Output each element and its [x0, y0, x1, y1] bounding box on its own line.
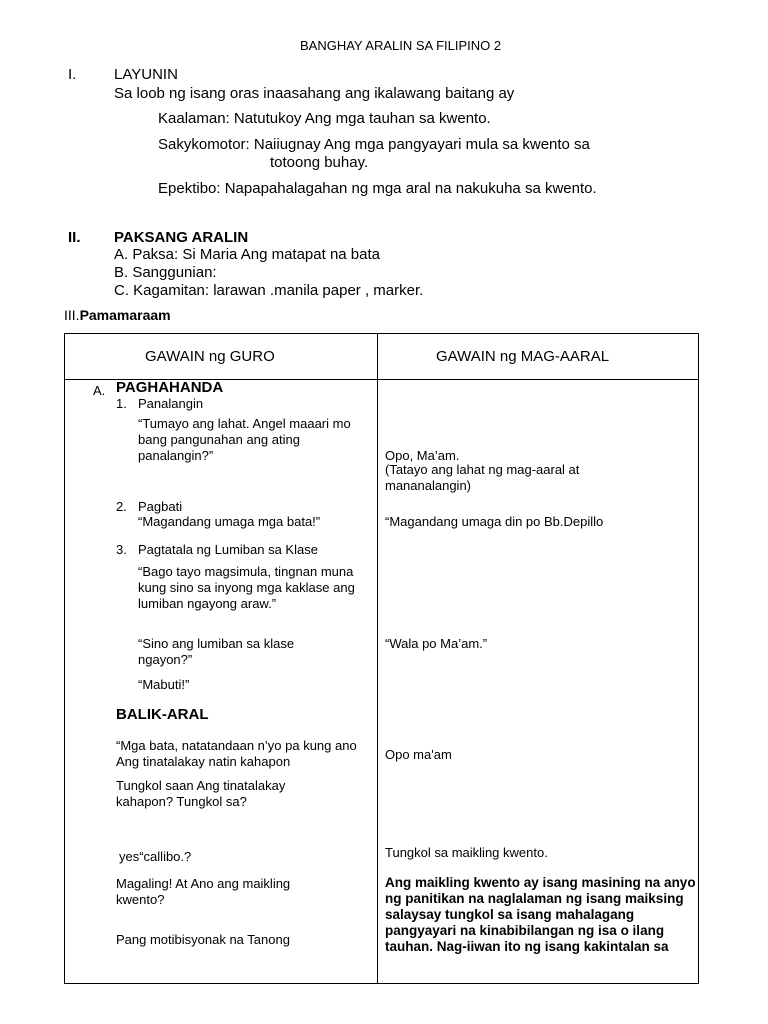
balik-aral-question-4: Magaling! At Ano ang maikling kwento?	[116, 876, 291, 907]
answer-1-note: (Tatayo ang lahat ng mag-aaral at mananalangin)	[385, 462, 580, 493]
balik-aral-answer-3: Tungkol sa maikling kwento.	[385, 845, 548, 860]
paghahanda-heading: PAGHAHANDA	[116, 379, 224, 396]
section-3-title: Pamamaraam	[79, 307, 171, 323]
answer-2: “Magandang umaga din po Bb.Depillo	[385, 514, 604, 529]
column-divider	[377, 334, 378, 983]
header-mag-aaral: GAWAIN ng MAG-AARAL	[436, 348, 610, 365]
objective-kaalaman: Kaalaman: Natutukoy Ang mga tauhan sa kwento.	[158, 110, 491, 127]
section-1-intro: Sa loob ng isang oras inaasahang ang ikalawang baitang ay	[114, 85, 515, 102]
objective-sakykomotor-cont: totoong buhay.	[270, 154, 369, 171]
lesson-table	[64, 333, 699, 984]
item-3-label: Pagtatala ng Lumiban sa Klase	[138, 542, 318, 557]
section-3-number: III.	[64, 307, 80, 323]
paksa-line: A. Paksa: Si Maria Ang matapat na bata	[114, 246, 380, 263]
header-guro: GAWAIN ng GURO	[145, 348, 275, 365]
section-2-number: II.	[68, 229, 81, 246]
item-2-text: “Magandang umaga mga bata!”	[138, 514, 321, 529]
section-2-heading: PAKSANG ARALIN	[114, 229, 249, 246]
kagamitan-line: C. Kagamitan: larawan .manila paper , marker.	[114, 282, 424, 299]
balik-aral-question-2: Tungkol saan Ang tinatalakay kahapon? Tungkol sa?	[116, 778, 286, 809]
item-2-label: Pagbati	[138, 499, 183, 514]
paghahanda-letter: A.	[93, 383, 106, 398]
item-2-number: 2.	[116, 499, 127, 514]
item-3-number: 3.	[116, 542, 127, 557]
item-1-label: Panalangin	[138, 396, 204, 411]
section-1-heading: LAYUNIN	[114, 66, 178, 83]
objective-epektibo: Epektibo: Napapahalagahan ng mga aral na nakukuha sa kwento.	[158, 180, 597, 197]
section-3-heading	[64, 307, 171, 323]
answer-1: Opo, Ma’am.	[385, 448, 460, 463]
maikling-kwento-definition: Ang maikling kwento ay isang masining na anyo ng panitikan na naglalaman ng isang maiksing salaysay tungkol sa isang mahalagang pangyayari na kinabibilangan ng isa o ilang tauhan. Nag-iiwan ito ng isang kakintalan sa	[385, 875, 696, 954]
item-3-text-2: “Sino ang lumiban sa klase ngayon?”	[138, 636, 295, 667]
item-3-text-1: “Bago tayo magsimula, tingnan muna kung sino sa inyong mga kaklase ang lumiban ngayong araw.”	[138, 564, 355, 611]
document-title: BANGHAY ARALIN SA FILIPINO 2	[300, 38, 502, 53]
motivation-question: Pang motibisyonak na Tanong	[116, 932, 290, 947]
objective-sakykomotor: Sakykomotor: Naiiugnay Ang mga pangyayari mula sa kwento sa	[158, 136, 590, 153]
item-1-number: 1.	[116, 396, 127, 411]
sanggunian-line: B. Sanggunian:	[114, 264, 217, 281]
answer-3: “Wala po Ma’am.”	[385, 636, 488, 651]
item-3-text-3: “Mabuti!”	[138, 677, 190, 692]
section-1-number: I.	[68, 66, 77, 83]
balik-aral-question-3: yes“callibo.?	[119, 849, 192, 864]
item-1-text: “Tumayo ang lahat. Angel maaari mo bang pangunahan ang ating panalangin?”	[138, 416, 351, 463]
balik-aral-heading: BALIK-ARAL	[116, 706, 209, 723]
balik-aral-question-1: “Mga bata, natatandaan n’yo pa kung ano Ang tinatalakay natin kahapon	[116, 738, 357, 769]
balik-aral-answer-1: Opo ma'am	[385, 747, 452, 762]
